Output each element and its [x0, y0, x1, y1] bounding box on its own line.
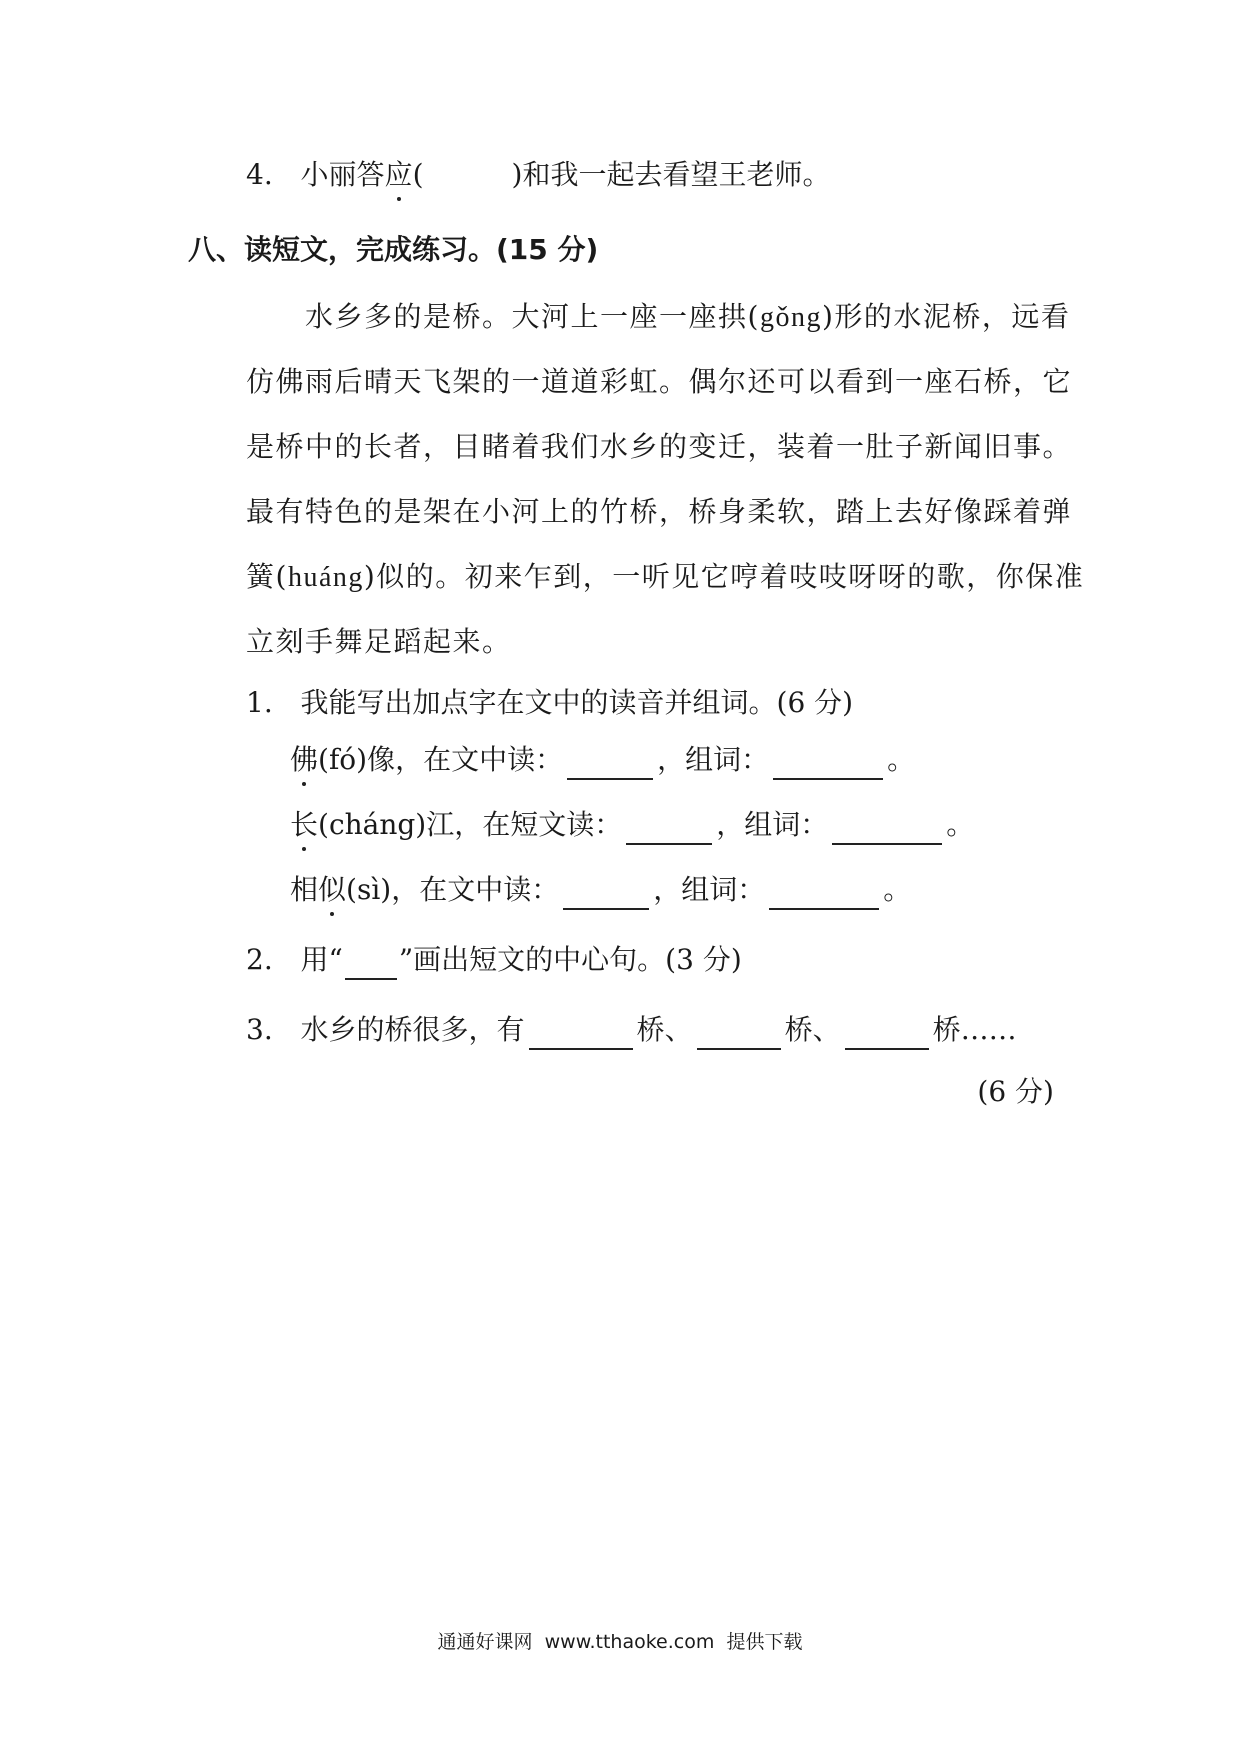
dotted-char: 长 [290, 805, 318, 845]
passage-line: 簧(huáng)似的。初来乍到，一听见它哼着吱吱呀呀的歌，你保准 [246, 560, 1085, 593]
sub-question-2: 2. 用“ ”画出短文的中心句。(3 分) [246, 940, 742, 980]
pronunciation-row: 相似(sì)，在文中读： ，组词： 。 [290, 870, 911, 910]
reading-blank[interactable] [626, 813, 712, 845]
reading-blank[interactable] [563, 878, 649, 910]
reading-blank[interactable] [567, 748, 653, 780]
question-number: 2. [246, 943, 273, 976]
passage-line: 仿佛雨后晴天飞架的一道道彩虹。偶尔还可以看到一座石桥，它 [246, 365, 1073, 398]
question-number: 1. [246, 686, 273, 719]
question-text: 我能写出加点字在文中的读音并组词。(6 分) [300, 686, 854, 719]
dotted-char: 应 [385, 155, 413, 195]
question-number: 4. [246, 158, 273, 191]
bridge-type-blank[interactable] [529, 1018, 633, 1050]
section-heading: 八、读短文，完成练习。(15 分) [188, 233, 599, 266]
underline-sample [345, 948, 397, 980]
dotted-char: 佛 [290, 740, 318, 780]
passage-line: 是桥中的长者，目睹着我们水乡的变迁，装着一肚子新闻旧事。 [246, 430, 1073, 463]
dotted-char: 似 [318, 870, 346, 910]
score-label: (6 分) [977, 1075, 1054, 1108]
pronunciation-row: 佛(fó)像，在文中读： ，组词： 。 [290, 740, 915, 780]
passage-line: 立刻手舞足蹈起来。 [246, 625, 512, 658]
word-blank[interactable] [769, 878, 879, 910]
question-4: 4. 小丽答应( )和我一起去看望王老师。 [246, 155, 830, 195]
sub-question-1 [246, 683, 853, 723]
sub-question-3: 3. 水乡的桥很多，有 桥、 桥、 桥…… [246, 1010, 1017, 1050]
bridge-type-blank[interactable] [697, 1018, 781, 1050]
pronunciation-row: 长(cháng)江，在短文读： ，组词： 。 [290, 805, 974, 845]
question-number: 3. [246, 1013, 273, 1046]
word-blank[interactable] [773, 748, 883, 780]
passage-line: 最有特色的是架在小河上的竹桥，桥身柔软，踏上去好像踩着弹 [246, 495, 1073, 528]
passage-line: 水乡多的是桥。大河上一座一座拱(gǒng)形的水泥桥，远看 [305, 300, 1071, 333]
footer-credit: 通通好课网 www.tthaoke.com 提供下载 [437, 1631, 803, 1653]
question-text: 小丽答 [300, 158, 385, 191]
word-blank[interactable] [832, 813, 942, 845]
bridge-type-blank[interactable] [845, 1018, 929, 1050]
